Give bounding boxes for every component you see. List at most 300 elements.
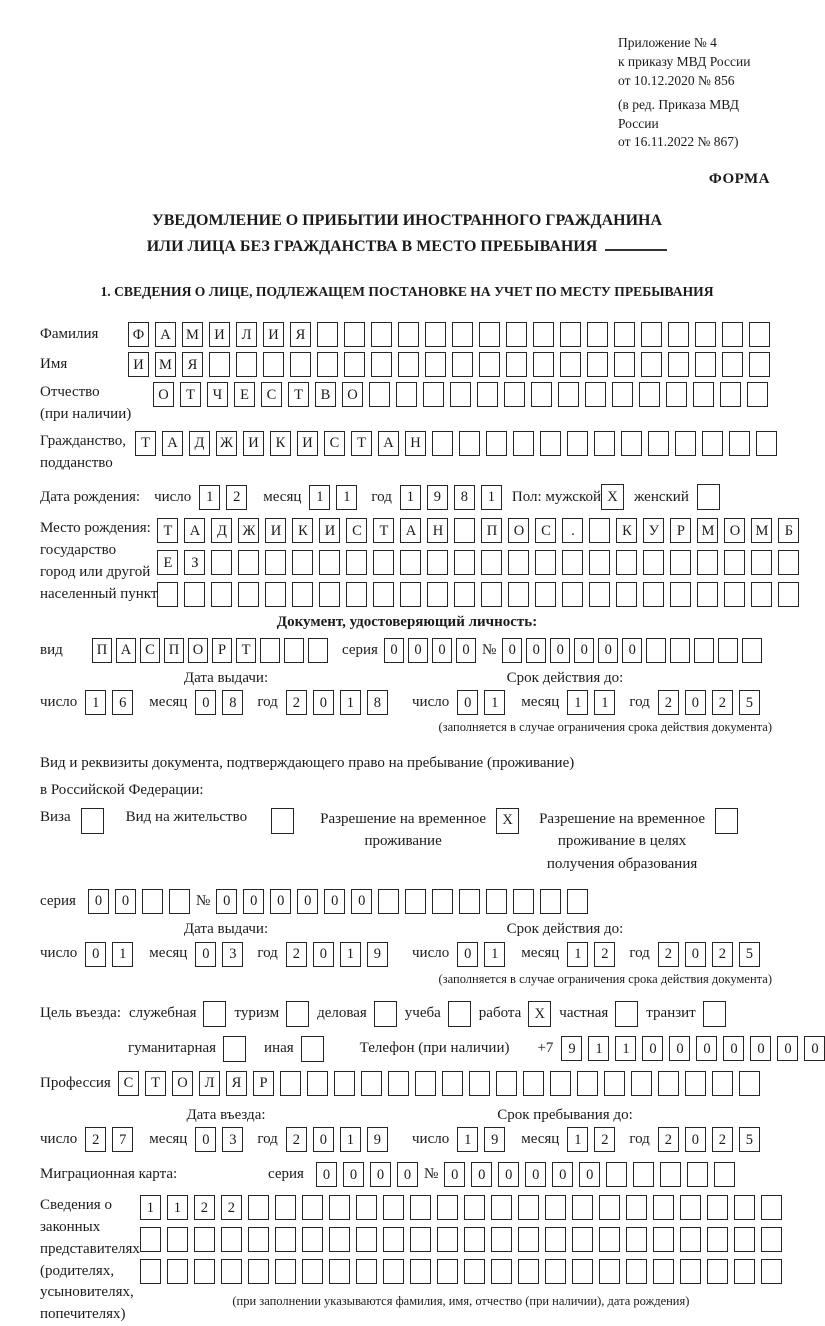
char-cell[interactable] <box>410 1259 431 1284</box>
char-cell[interactable]: О <box>508 518 529 543</box>
char-cell[interactable] <box>307 1071 328 1096</box>
char-cell[interactable] <box>400 550 421 575</box>
char-cell[interactable]: 0 <box>622 638 642 663</box>
char-cell[interactable] <box>722 352 743 377</box>
char-cell[interactable] <box>572 1259 593 1284</box>
char-cell[interactable]: 0 <box>384 638 404 663</box>
char-cell[interactable]: 0 <box>471 1162 492 1187</box>
char-cell[interactable]: Т <box>135 431 156 456</box>
char-cell[interactable] <box>275 1259 296 1284</box>
char-cell[interactable]: А <box>378 431 399 456</box>
char-cell[interactable]: 8 <box>222 690 243 715</box>
char-cell[interactable] <box>140 1259 161 1284</box>
char-cell[interactable] <box>308 638 328 663</box>
edu-residence-checkbox[interactable] <box>715 808 738 834</box>
char-cell[interactable] <box>702 431 723 456</box>
char-cell[interactable]: 0 <box>195 1127 216 1152</box>
char-cell[interactable] <box>518 1195 539 1220</box>
char-cell[interactable] <box>641 352 662 377</box>
char-cell[interactable]: С <box>535 518 556 543</box>
char-cell[interactable]: 7 <box>112 1127 133 1152</box>
char-cell[interactable]: 6 <box>112 690 133 715</box>
char-cell[interactable] <box>693 382 714 407</box>
char-cell[interactable]: 2 <box>85 1127 106 1152</box>
char-cell[interactable] <box>560 322 581 347</box>
char-cell[interactable]: И <box>243 431 264 456</box>
char-cell[interactable]: 2 <box>712 1127 733 1152</box>
char-cell[interactable]: 0 <box>526 638 546 663</box>
char-cell[interactable]: 0 <box>598 638 618 663</box>
char-cell[interactable]: 2 <box>712 690 733 715</box>
char-cell[interactable]: Т <box>373 518 394 543</box>
char-cell[interactable] <box>442 1071 463 1096</box>
purpose-transit-checkbox[interactable] <box>703 1001 726 1027</box>
char-cell[interactable] <box>410 1195 431 1220</box>
char-cell[interactable] <box>540 889 561 914</box>
char-cell[interactable] <box>459 889 480 914</box>
char-cell[interactable]: 2 <box>226 485 247 510</box>
char-cell[interactable]: 0 <box>343 1162 364 1187</box>
char-cell[interactable] <box>423 382 444 407</box>
char-cell[interactable] <box>415 1071 436 1096</box>
char-cell[interactable] <box>540 431 561 456</box>
char-cell[interactable] <box>616 550 637 575</box>
char-cell[interactable]: А <box>184 518 205 543</box>
char-cell[interactable] <box>400 582 421 607</box>
char-cell[interactable]: О <box>172 1071 193 1096</box>
char-cell[interactable]: 5 <box>739 690 760 715</box>
char-cell[interactable] <box>506 322 527 347</box>
char-cell[interactable]: Н <box>427 518 448 543</box>
char-cell[interactable]: А <box>116 638 136 663</box>
char-cell[interactable]: 1 <box>400 485 421 510</box>
female-checkbox[interactable] <box>697 484 720 510</box>
char-cell[interactable] <box>687 1162 708 1187</box>
char-cell[interactable]: 0 <box>750 1036 771 1061</box>
char-cell[interactable] <box>631 1071 652 1096</box>
char-cell[interactable] <box>221 1227 242 1252</box>
char-cell[interactable]: Я <box>182 352 203 377</box>
char-cell[interactable] <box>302 1227 323 1252</box>
char-cell[interactable]: 0 <box>456 638 476 663</box>
char-cell[interactable] <box>344 352 365 377</box>
char-cell[interactable]: 5 <box>739 942 760 967</box>
char-cell[interactable]: О <box>188 638 208 663</box>
char-cell[interactable]: Н <box>405 431 426 456</box>
char-cell[interactable] <box>718 638 738 663</box>
char-cell[interactable]: 0 <box>685 690 706 715</box>
char-cell[interactable]: 0 <box>88 889 109 914</box>
char-cell[interactable] <box>344 322 365 347</box>
char-cell[interactable] <box>194 1227 215 1252</box>
char-cell[interactable] <box>668 352 689 377</box>
residence-permit-checkbox[interactable] <box>271 808 294 834</box>
char-cell[interactable]: Е <box>157 550 178 575</box>
char-cell[interactable] <box>169 889 190 914</box>
char-cell[interactable] <box>616 582 637 607</box>
char-cell[interactable]: 1 <box>309 485 330 510</box>
char-cell[interactable] <box>405 889 426 914</box>
char-cell[interactable]: 9 <box>427 485 448 510</box>
char-cell[interactable] <box>432 889 453 914</box>
char-cell[interactable]: 1 <box>484 942 505 967</box>
char-cell[interactable] <box>612 382 633 407</box>
char-cell[interactable]: Ж <box>216 431 237 456</box>
char-cell[interactable]: 2 <box>594 942 615 967</box>
char-cell[interactable]: 2 <box>594 1127 615 1152</box>
char-cell[interactable]: 1 <box>481 485 502 510</box>
char-cell[interactable] <box>518 1259 539 1284</box>
char-cell[interactable]: А <box>400 518 421 543</box>
char-cell[interactable] <box>506 352 527 377</box>
char-cell[interactable] <box>248 1259 269 1284</box>
char-cell[interactable]: К <box>292 518 313 543</box>
char-cell[interactable] <box>722 322 743 347</box>
purpose-official-checkbox[interactable] <box>203 1001 226 1027</box>
char-cell[interactable] <box>454 582 475 607</box>
purpose-humanitarian-checkbox[interactable] <box>223 1036 246 1062</box>
char-cell[interactable]: Ч <box>207 382 228 407</box>
char-cell[interactable] <box>275 1195 296 1220</box>
char-cell[interactable]: 9 <box>484 1127 505 1152</box>
char-cell[interactable]: 0 <box>669 1036 690 1061</box>
char-cell[interactable]: 8 <box>367 690 388 715</box>
char-cell[interactable] <box>626 1227 647 1252</box>
char-cell[interactable] <box>427 582 448 607</box>
char-cell[interactable] <box>545 1259 566 1284</box>
char-cell[interactable] <box>361 1071 382 1096</box>
temp-residence-checkbox[interactable]: X <box>496 808 519 834</box>
char-cell[interactable] <box>518 1227 539 1252</box>
char-cell[interactable]: У <box>643 518 664 543</box>
char-cell[interactable] <box>670 638 690 663</box>
char-cell[interactable]: 1 <box>140 1195 161 1220</box>
char-cell[interactable]: 0 <box>313 942 334 967</box>
char-cell[interactable] <box>378 889 399 914</box>
char-cell[interactable] <box>464 1195 485 1220</box>
char-cell[interactable] <box>695 352 716 377</box>
char-cell[interactable] <box>626 1259 647 1284</box>
char-cell[interactable] <box>459 431 480 456</box>
char-cell[interactable] <box>356 1227 377 1252</box>
char-cell[interactable] <box>734 1227 755 1252</box>
char-cell[interactable]: 2 <box>286 690 307 715</box>
char-cell[interactable] <box>356 1195 377 1220</box>
purpose-work-checkbox[interactable]: X <box>528 1001 551 1027</box>
char-cell[interactable]: И <box>209 322 230 347</box>
char-cell[interactable] <box>481 550 502 575</box>
char-cell[interactable]: Я <box>226 1071 247 1096</box>
char-cell[interactable] <box>560 352 581 377</box>
char-cell[interactable]: 9 <box>367 942 388 967</box>
char-cell[interactable] <box>346 582 367 607</box>
char-cell[interactable] <box>383 1227 404 1252</box>
char-cell[interactable] <box>646 638 666 663</box>
char-cell[interactable]: Д <box>189 431 210 456</box>
visa-checkbox[interactable] <box>81 808 104 834</box>
char-cell[interactable]: 0 <box>444 1162 465 1187</box>
char-cell[interactable] <box>751 550 772 575</box>
char-cell[interactable] <box>545 1227 566 1252</box>
char-cell[interactable] <box>504 382 525 407</box>
char-cell[interactable] <box>491 1227 512 1252</box>
char-cell[interactable] <box>734 1259 755 1284</box>
char-cell[interactable] <box>558 382 579 407</box>
char-cell[interactable] <box>606 1162 627 1187</box>
char-cell[interactable]: 2 <box>194 1195 215 1220</box>
char-cell[interactable] <box>319 550 340 575</box>
char-cell[interactable] <box>729 431 750 456</box>
char-cell[interactable] <box>653 1227 674 1252</box>
char-cell[interactable] <box>658 1071 679 1096</box>
char-cell[interactable]: 0 <box>216 889 237 914</box>
char-cell[interactable] <box>319 582 340 607</box>
char-cell[interactable] <box>604 1071 625 1096</box>
char-cell[interactable] <box>523 1071 544 1096</box>
char-cell[interactable]: 0 <box>408 638 428 663</box>
char-cell[interactable]: 1 <box>594 690 615 715</box>
char-cell[interactable] <box>369 382 390 407</box>
char-cell[interactable]: 1 <box>615 1036 636 1061</box>
char-cell[interactable] <box>545 1195 566 1220</box>
char-cell[interactable] <box>550 1071 571 1096</box>
char-cell[interactable]: 3 <box>222 1127 243 1152</box>
char-cell[interactable] <box>747 382 768 407</box>
char-cell[interactable]: 0 <box>552 1162 573 1187</box>
char-cell[interactable]: 0 <box>313 690 334 715</box>
char-cell[interactable] <box>209 352 230 377</box>
char-cell[interactable]: 0 <box>85 942 106 967</box>
char-cell[interactable] <box>633 1162 654 1187</box>
char-cell[interactable]: 1 <box>340 942 361 967</box>
char-cell[interactable]: 0 <box>457 942 478 967</box>
char-cell[interactable]: 0 <box>696 1036 717 1061</box>
char-cell[interactable] <box>238 582 259 607</box>
char-cell[interactable]: 9 <box>367 1127 388 1152</box>
char-cell[interactable]: 0 <box>457 690 478 715</box>
char-cell[interactable] <box>680 1227 701 1252</box>
char-cell[interactable] <box>599 1227 620 1252</box>
char-cell[interactable] <box>589 582 610 607</box>
char-cell[interactable] <box>680 1259 701 1284</box>
char-cell[interactable]: Л <box>199 1071 220 1096</box>
char-cell[interactable]: 1 <box>336 485 357 510</box>
char-cell[interactable]: С <box>140 638 160 663</box>
char-cell[interactable] <box>513 889 534 914</box>
char-cell[interactable] <box>572 1227 593 1252</box>
char-cell[interactable] <box>641 322 662 347</box>
char-cell[interactable]: 0 <box>270 889 291 914</box>
char-cell[interactable] <box>778 582 799 607</box>
char-cell[interactable]: 9 <box>561 1036 582 1061</box>
char-cell[interactable]: 0 <box>642 1036 663 1061</box>
char-cell[interactable]: С <box>118 1071 139 1096</box>
char-cell[interactable] <box>666 382 687 407</box>
char-cell[interactable] <box>317 352 338 377</box>
char-cell[interactable] <box>432 431 453 456</box>
char-cell[interactable]: Р <box>253 1071 274 1096</box>
char-cell[interactable] <box>396 382 417 407</box>
char-cell[interactable]: Р <box>212 638 232 663</box>
char-cell[interactable] <box>639 382 660 407</box>
char-cell[interactable] <box>427 550 448 575</box>
char-cell[interactable] <box>761 1195 782 1220</box>
purpose-business-checkbox[interactable] <box>374 1001 397 1027</box>
char-cell[interactable] <box>479 352 500 377</box>
char-cell[interactable]: 0 <box>777 1036 798 1061</box>
char-cell[interactable] <box>739 1071 760 1096</box>
char-cell[interactable] <box>531 382 552 407</box>
char-cell[interactable]: М <box>751 518 772 543</box>
char-cell[interactable] <box>302 1259 323 1284</box>
char-cell[interactable]: И <box>265 518 286 543</box>
char-cell[interactable] <box>621 431 642 456</box>
char-cell[interactable] <box>749 322 770 347</box>
char-cell[interactable]: 2 <box>286 1127 307 1152</box>
char-cell[interactable] <box>317 322 338 347</box>
char-cell[interactable] <box>697 550 718 575</box>
char-cell[interactable]: М <box>182 322 203 347</box>
char-cell[interactable] <box>221 1259 242 1284</box>
char-cell[interactable]: 0 <box>195 690 216 715</box>
char-cell[interactable] <box>599 1195 620 1220</box>
char-cell[interactable] <box>742 638 762 663</box>
char-cell[interactable] <box>653 1195 674 1220</box>
char-cell[interactable] <box>290 352 311 377</box>
char-cell[interactable] <box>211 550 232 575</box>
char-cell[interactable] <box>280 1071 301 1096</box>
char-cell[interactable] <box>486 431 507 456</box>
char-cell[interactable]: Л <box>236 322 257 347</box>
char-cell[interactable] <box>238 550 259 575</box>
char-cell[interactable]: С <box>261 382 282 407</box>
char-cell[interactable]: 1 <box>340 1127 361 1152</box>
char-cell[interactable] <box>756 431 777 456</box>
char-cell[interactable] <box>486 889 507 914</box>
char-cell[interactable]: Б <box>778 518 799 543</box>
char-cell[interactable]: 2 <box>658 1127 679 1152</box>
char-cell[interactable]: 0 <box>804 1036 825 1061</box>
char-cell[interactable] <box>292 582 313 607</box>
char-cell[interactable] <box>398 352 419 377</box>
char-cell[interactable]: . <box>562 518 583 543</box>
char-cell[interactable] <box>388 1071 409 1096</box>
char-cell[interactable]: 0 <box>316 1162 337 1187</box>
char-cell[interactable] <box>695 322 716 347</box>
char-cell[interactable]: 2 <box>221 1195 242 1220</box>
char-cell[interactable]: 2 <box>658 690 679 715</box>
char-cell[interactable] <box>194 1259 215 1284</box>
char-cell[interactable] <box>535 582 556 607</box>
char-cell[interactable] <box>567 889 588 914</box>
char-cell[interactable]: 0 <box>370 1162 391 1187</box>
char-cell[interactable] <box>373 582 394 607</box>
char-cell[interactable]: А <box>162 431 183 456</box>
char-cell[interactable]: К <box>616 518 637 543</box>
char-cell[interactable] <box>383 1259 404 1284</box>
char-cell[interactable] <box>373 550 394 575</box>
char-cell[interactable] <box>761 1259 782 1284</box>
char-cell[interactable]: 0 <box>313 1127 334 1152</box>
char-cell[interactable]: 1 <box>85 690 106 715</box>
char-cell[interactable] <box>751 582 772 607</box>
char-cell[interactable]: С <box>324 431 345 456</box>
char-cell[interactable] <box>508 582 529 607</box>
char-cell[interactable]: 0 <box>723 1036 744 1061</box>
char-cell[interactable] <box>329 1259 350 1284</box>
char-cell[interactable]: 1 <box>340 690 361 715</box>
char-cell[interactable] <box>533 322 554 347</box>
purpose-private-checkbox[interactable] <box>615 1001 638 1027</box>
char-cell[interactable] <box>464 1227 485 1252</box>
char-cell[interactable]: С <box>346 518 367 543</box>
char-cell[interactable]: З <box>184 550 205 575</box>
char-cell[interactable]: 1 <box>457 1127 478 1152</box>
char-cell[interactable] <box>594 431 615 456</box>
char-cell[interactable] <box>587 352 608 377</box>
char-cell[interactable]: Т <box>145 1071 166 1096</box>
char-cell[interactable] <box>685 1071 706 1096</box>
char-cell[interactable]: 1 <box>567 1127 588 1152</box>
char-cell[interactable] <box>697 582 718 607</box>
char-cell[interactable] <box>535 550 556 575</box>
char-cell[interactable]: И <box>128 352 149 377</box>
char-cell[interactable]: 3 <box>222 942 243 967</box>
char-cell[interactable] <box>587 322 608 347</box>
char-cell[interactable]: 2 <box>712 942 733 967</box>
char-cell[interactable]: 0 <box>550 638 570 663</box>
char-cell[interactable]: 0 <box>685 1127 706 1152</box>
char-cell[interactable]: П <box>164 638 184 663</box>
char-cell[interactable] <box>302 1195 323 1220</box>
char-cell[interactable] <box>653 1259 674 1284</box>
char-cell[interactable] <box>778 550 799 575</box>
char-cell[interactable] <box>626 1195 647 1220</box>
char-cell[interactable]: 1 <box>588 1036 609 1061</box>
char-cell[interactable] <box>450 382 471 407</box>
male-checkbox[interactable]: X <box>601 484 624 510</box>
char-cell[interactable]: Д <box>211 518 232 543</box>
char-cell[interactable]: О <box>153 382 174 407</box>
char-cell[interactable]: 0 <box>574 638 594 663</box>
char-cell[interactable]: 1 <box>567 690 588 715</box>
char-cell[interactable] <box>714 1162 735 1187</box>
char-cell[interactable] <box>452 352 473 377</box>
char-cell[interactable] <box>334 1071 355 1096</box>
purpose-study-checkbox[interactable] <box>448 1001 471 1027</box>
char-cell[interactable] <box>346 550 367 575</box>
char-cell[interactable] <box>437 1195 458 1220</box>
char-cell[interactable]: 0 <box>432 638 452 663</box>
char-cell[interactable] <box>533 352 554 377</box>
char-cell[interactable] <box>589 550 610 575</box>
char-cell[interactable] <box>670 582 691 607</box>
char-cell[interactable] <box>562 582 583 607</box>
char-cell[interactable]: А <box>155 322 176 347</box>
char-cell[interactable] <box>680 1195 701 1220</box>
char-cell[interactable] <box>469 1071 490 1096</box>
char-cell[interactable] <box>648 431 669 456</box>
char-cell[interactable] <box>464 1259 485 1284</box>
char-cell[interactable] <box>437 1259 458 1284</box>
char-cell[interactable] <box>454 518 475 543</box>
char-cell[interactable]: Я <box>290 322 311 347</box>
char-cell[interactable] <box>275 1227 296 1252</box>
purpose-tourism-checkbox[interactable] <box>286 1001 309 1027</box>
char-cell[interactable] <box>675 431 696 456</box>
char-cell[interactable]: 1 <box>199 485 220 510</box>
char-cell[interactable] <box>734 1195 755 1220</box>
